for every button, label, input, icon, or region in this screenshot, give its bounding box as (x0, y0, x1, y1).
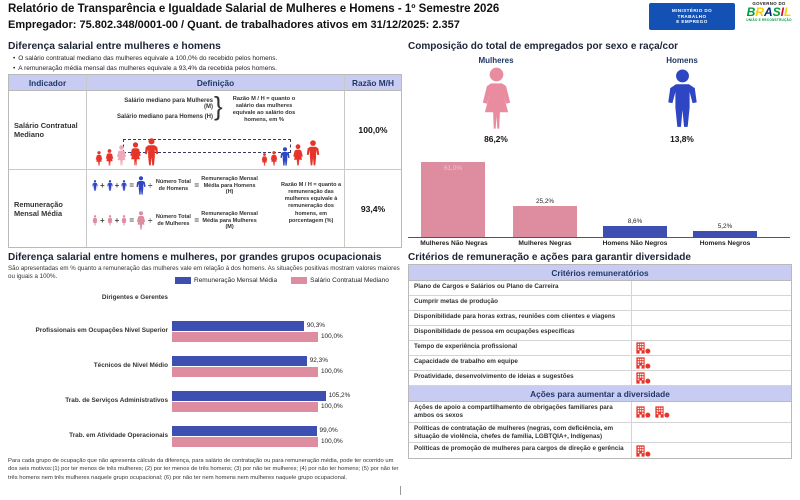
person-icon (136, 211, 146, 230)
category-label: Dirigentes e Gerentes (101, 294, 168, 301)
criteria-mark-cell (631, 341, 791, 355)
criteria-mark-cell (631, 356, 791, 370)
chart-legend (175, 277, 389, 284)
indicator-name: Salário Contratual Mediano (9, 91, 87, 169)
plus-operator: + (114, 181, 120, 191)
bar-value: 100,0% (321, 438, 343, 445)
equals-operator: = (194, 181, 200, 191)
section-title-composition: Composição do total de empregados por sexo e raça/cor (408, 41, 679, 52)
brasil-wordmark: BRASIL (746, 5, 792, 19)
bar-salario (172, 402, 343, 412)
person-icon (306, 140, 320, 166)
person-icon (270, 151, 278, 166)
indicator-name: Remuneração Mensal Média (9, 170, 87, 247)
people-crowd-right (261, 140, 320, 166)
ministry-logo (649, 3, 735, 30)
person-icon (95, 151, 103, 166)
criteria-mark-cell (631, 281, 791, 295)
men-divisor-text: Número Total de Homens (155, 179, 191, 192)
category-label: Profissionais em Ocupações Nível Superior (35, 327, 168, 334)
person-icon (292, 144, 304, 166)
bar-remuneracao (172, 426, 338, 436)
bar-value: 25,2% (535, 198, 555, 206)
plus-operator: + (114, 216, 120, 226)
x-axis-label: Homens Negros (699, 240, 751, 247)
women-total-pct: 86,2% (484, 134, 508, 144)
people-crowd-left (95, 138, 159, 166)
bar-value: 8,6% (627, 218, 643, 226)
legend-swatch-blue (175, 277, 191, 284)
person-icon (280, 147, 290, 166)
criteria-label: Políticas de contratação de mulheres (negras, com deficiência, em situação de violência, chefes de família, LGBTQIA+, Indígenas) (414, 424, 614, 440)
man-icon (667, 67, 698, 130)
divide-operator: ÷ (148, 181, 153, 191)
criteria-table (408, 264, 792, 459)
page-divider-tick (400, 486, 401, 495)
legend-item-salario (291, 277, 389, 284)
plus-operator: + (100, 181, 105, 191)
indicator-table (8, 74, 402, 248)
definition-line-men: Salário mediano para Homens (H) (116, 114, 213, 120)
criteria-mark-cell (631, 443, 791, 458)
woman-icon (480, 67, 513, 130)
person-icon (107, 180, 113, 191)
men-group-label: Homens (666, 56, 698, 65)
bar-mulheres-negras (513, 198, 577, 237)
divide-operator: ÷ (148, 216, 153, 226)
person-icon (144, 138, 159, 166)
ratio-explanation: Razão M / H = quanto a remuneração das mulheres equivale à remuneração dos homens, em porcentagem (%) (280, 182, 342, 224)
x-axis-label: Mulheres Não Negras (420, 240, 488, 247)
equals-operator: = (194, 216, 200, 226)
criteria-label: Políticas de promoção de mulheres para cargos de direção e gerência (414, 445, 624, 453)
criteria-row (409, 326, 791, 341)
category-label: Trab. em Atividade Operacionais (69, 432, 168, 439)
col-header-razao: Razão M/H (352, 77, 394, 88)
plus-operator: + (100, 216, 105, 226)
criteria-label: Proatividade, desenvolvimento de ideias e sugestões (414, 373, 574, 380)
legend-label: Remuneração Mensal Média (194, 277, 278, 285)
criteria-row (409, 281, 791, 296)
criteria-mark-cell (631, 326, 791, 340)
person-icon (116, 145, 127, 166)
occupational-subtitle: São apresentadas em % quanto a remuneração das mulheres vale em relação à dos homens. As situações positivas mostram valores maiores ou iguais a 100%. (8, 265, 400, 281)
col-header-indicador: Indicador (9, 75, 87, 90)
equals-operator: = (129, 216, 135, 226)
company-icon (636, 372, 651, 384)
bar-value: 105,2% (328, 392, 351, 399)
legend-item-remuneracao (175, 277, 277, 284)
men-result-text: Remuneração Mensal Média para Homens (H) (201, 176, 258, 196)
gov-logo-tagline: UNIÃO E RECONSTRUÇÃO (746, 18, 792, 22)
bullet-contractual-salary: • O salário contratual mediano das mulheres equivale a 100,0% do recebido pelos homens. (13, 55, 277, 62)
x-axis-label: Homens Não Negros (602, 240, 668, 247)
criteria-label: Cumprir metas de produção (414, 298, 498, 305)
men-equation (92, 176, 258, 196)
bar-value: 61,0% (443, 164, 463, 172)
definition-line-women: Salário mediano para Mulheres (M) (124, 98, 213, 110)
company-icon (636, 342, 651, 354)
person-icon (261, 153, 268, 166)
equals-operator: = (129, 181, 135, 191)
women-equation (92, 211, 258, 231)
criteria-mark-cell (631, 423, 791, 443)
bar-value: 99,0% (319, 427, 338, 434)
bar-mulheres-nao-negras (421, 162, 485, 237)
criteria-row (409, 341, 791, 356)
bar-value: 90,3% (306, 322, 325, 329)
criteria-row (409, 311, 791, 326)
bar-salario (172, 367, 343, 377)
brace-glyph: } (214, 91, 223, 121)
bar-remuneracao (172, 391, 351, 401)
bar-salario (172, 332, 343, 342)
criteria-row (409, 356, 791, 371)
criteria-label: Plano de Cargos e Salários ou Plano de Carreira (414, 283, 559, 290)
bar-value: 100,0% (321, 403, 343, 410)
person-icon (92, 215, 98, 226)
bar-value: 5,2% (717, 222, 733, 230)
report-title: Relatório de Transparência e Igualdade Salarial de Mulheres e Homens - 1º Semestre 2026 (8, 3, 500, 15)
ratio-value: 93,4% (360, 203, 386, 214)
women-result-text: Remuneração Mensal Média para Mulheres (M) (201, 211, 258, 231)
criteria-mark-cell (631, 402, 791, 422)
criteria-row (409, 443, 791, 458)
occupational-bar-chart (8, 290, 402, 458)
gov-logo-top-text: GOVERNO DO (752, 1, 786, 6)
employer-info: Empregador: 75.802.348/0001-00 / Quant. de trabalhadores ativos em 31/12/2025: 2.357 (8, 19, 460, 31)
company-icon (655, 406, 670, 418)
bar-value: 92,3% (309, 357, 328, 364)
criteria-row (409, 402, 791, 423)
ministry-logo-line: TRABALHO (677, 13, 707, 19)
indicator-table-header (9, 75, 401, 91)
company-icon (636, 406, 651, 418)
ministry-logo-line: MINISTÉRIO DO (671, 7, 713, 13)
company-icon (636, 357, 651, 369)
definition-cell (87, 170, 345, 247)
person-icon (105, 149, 114, 166)
men-total-pct: 13,8% (670, 134, 694, 144)
table-row (9, 91, 401, 170)
criteria-label: Tempo de experiência profissional (414, 343, 518, 350)
composition-bar-chart (408, 150, 792, 252)
pay-gap-bullets (13, 55, 277, 75)
legend-swatch-pink (291, 277, 307, 284)
criteria-row (409, 296, 791, 311)
bar-value: 100,0% (321, 333, 343, 340)
criteria-mark-cell (631, 311, 791, 325)
col-header-definicao: Definição (87, 75, 345, 90)
criteria-header-acoes: Ações para aumentar a diversidade (409, 386, 791, 402)
table-row (9, 170, 401, 247)
person-icon (92, 180, 98, 191)
person-icon (129, 142, 142, 166)
criteria-label: Disponibilidade para horas extras, reuniões com clientes e viagens (414, 313, 616, 320)
criteria-label: Capacidade de trabalho em equipe (414, 358, 518, 365)
x-axis-label: Mulheres Negras (518, 240, 572, 247)
person-icon (121, 215, 127, 226)
criteria-row (409, 371, 791, 386)
bar-value: 100,0% (321, 368, 343, 375)
bar-salario (172, 437, 343, 447)
ministry-logo-line: E EMPREGO (676, 19, 708, 25)
section-title-occupational: Diferença salarial entre homens e mulheres, por grandes grupos ocupacionais (8, 252, 382, 263)
company-icon (636, 445, 651, 457)
criteria-header-remuneratorios: Critérios remuneratórios (409, 265, 791, 281)
government-brasil-logo (741, 1, 797, 32)
women-divisor-text: Número Total de Mulheres (155, 214, 191, 227)
category-label: Técnicos de Nível Médio (93, 362, 168, 369)
section-title-pay-gap: Diferença salarial entre mulheres e homens (8, 41, 221, 52)
person-icon (136, 176, 146, 195)
criteria-mark-cell (631, 371, 791, 385)
bar-remuneracao (172, 321, 325, 331)
chart-footnote: Para cada grupo de ocupação que não apresenta cálculo da diferença, para salário de contratação ou para remuneração média, pode ter ocorrido um dos seis motivos:(1) por ter menos de três mulheres; (2) por ter menos de três homens; (3) por não ter mulheres; (4) por não ter homens; (5) por não ter três homens nem três mulheres naquele grupo ocupacional; (6) por não ter nem homens nem mulheres naquele grupo ocupacional. (8, 458, 399, 481)
category-label: Trab. de Serviços Administrativos (65, 397, 168, 404)
definition-cell (87, 91, 345, 169)
women-group-label: Mulheres (478, 56, 514, 65)
bar-homens-nao-negros (603, 218, 667, 237)
legend-label: Salário Contratual Mediano (310, 277, 389, 285)
criteria-label: Ações de apoio a compartilhamento de obrigações familiares para ambos os sexos (414, 404, 613, 419)
ratio-value: 100,0% (358, 125, 388, 135)
person-icon (121, 180, 127, 191)
section-title-criteria: Critérios de remuneração e ações para garantir diversidade (408, 252, 691, 263)
criteria-label: Disponibilidade de pessoa em ocupações específicas (414, 328, 575, 335)
criteria-row (409, 423, 791, 444)
bullet-monthly-pay: • A remuneração média mensal das mulheres equivale a 93,4% da recebida pelos homens. (13, 65, 277, 72)
ratio-explanation: Razão M / H = quanto o salário das mulheres equivale ao salário dos homens, em % (232, 96, 296, 124)
x-axis-line (408, 237, 790, 238)
bar-remuneracao (172, 356, 328, 366)
person-icon (107, 215, 113, 226)
criteria-mark-cell (631, 296, 791, 310)
